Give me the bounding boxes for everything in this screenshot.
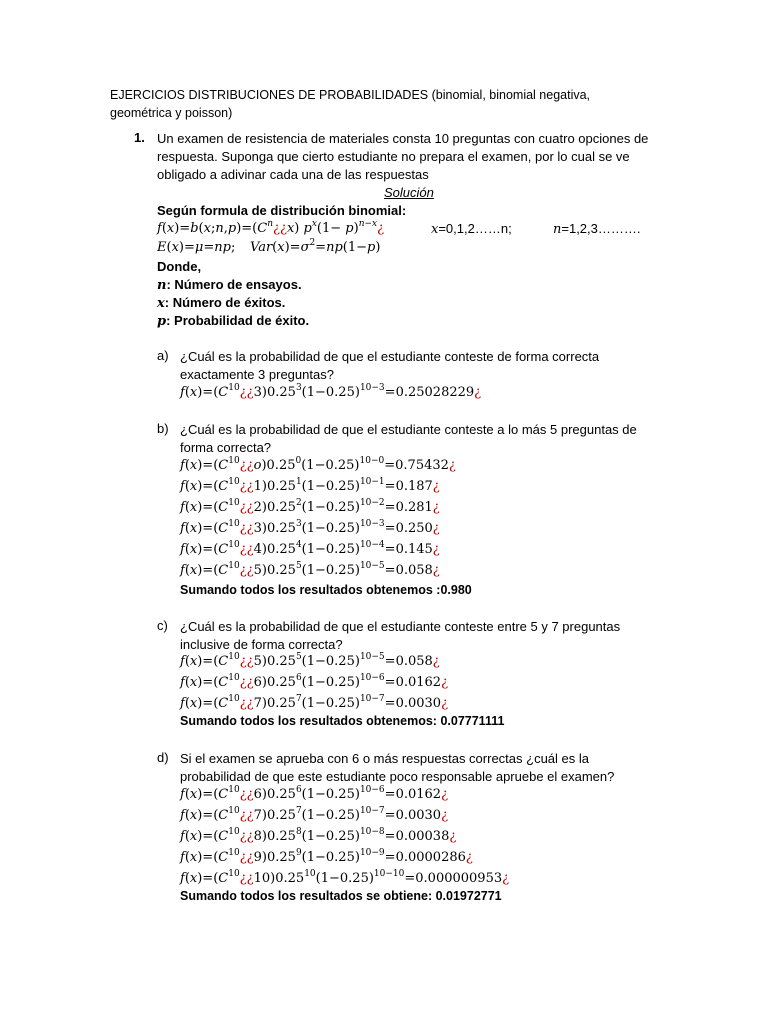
part-d-eq-9: $f(x)=(C^{10}¿¿9)0.25^9(1-0.25)^{10-9}=0.0000286¿$ (180, 848, 473, 865)
part-a-question: ¿Cuál es la probabilidad de que el estudiante conteste de forma correcta exactamente 3 preguntas? (180, 349, 600, 382)
part-d-question: Si el examen se aprueba con 6 o más respuestas correctas ¿cuál es la probabilidad de que este estudiante poco responsable apruebe el examen? (180, 751, 615, 784)
part-b-eq-0: $f(x)=(C^{10}¿¿o)0.25^0(1-0.25)^{10-0}=0.75432¿$ (180, 456, 456, 473)
part-b-eq-3: $f(x)=(C^{10}¿¿3)0.25^3(1-0.25)^{10-3}=0.250¿$ (180, 519, 440, 536)
mean-formula: E(x)=μ=np; (157, 240, 236, 255)
binomial-formula: $f(x)=b(x;n,p)=(C^n¿¿x)$ $p^x(1-$ $p)^{n-x}¿$ (157, 219, 385, 236)
document-title (110, 86, 655, 122)
def-n: n: Número de ensayos. (157, 277, 302, 293)
title-main: EJERCICIOS DISTRIBUCIONES DE PROBABILIDADES (110, 88, 429, 102)
part-c-eq-5: $f(x)=(C^{10}¿¿5)0.25^5(1-0.25)^{10-5}=0.058¿$ (180, 652, 440, 669)
def-x: x: Número de éxitos. (157, 295, 286, 311)
part-d-label: d) (157, 750, 169, 765)
variance-formula: $Var(x)=\sigma^2=np(1-p)$ (250, 238, 381, 255)
part-c-eq-7: $f(x)=(C^{10}¿¿7)0.25^7(1-0.25)^{10-7}=0.0030¿$ (180, 694, 449, 711)
n-range: n=1,2,3………. (553, 221, 641, 237)
def-p: p: Probabilidad de éxito. (157, 313, 310, 329)
part-b-question: ¿Cuál es la probabilidad de que el estudiante conteste a lo más 5 preguntas de forma correcta? (180, 422, 637, 455)
part-b-sum: Sumando todos los resultados obtenemos :0.980 (180, 583, 472, 597)
formula-heading: Según formula de distribución binomial: (157, 203, 407, 218)
part-d-sum: Sumando todos los resultados se obtiene: 0.01972771 (180, 889, 502, 903)
part-d-eq-8: $f(x)=(C^{10}¿¿8)0.25^8(1-0.25)^{10-8}=0.00038¿$ (180, 827, 457, 844)
where-label: Donde, (157, 259, 202, 274)
problem-statement: Un examen de resistencia de materiales consta 10 preguntas con cuatro opciones de respuesta. Suponga que cierto estudiante no prepara el examen, por lo cual se ve obligado a adivinar cada una de las respuestas (157, 131, 649, 182)
part-d-eq-10: $f(x)=(C^{10}¿¿10)0.25^{10}(1-0.25)^{10-10}=0.000000953¿$ (180, 869, 510, 886)
part-a-label: a) (157, 348, 169, 363)
part-d-eq-7: $f(x)=(C^{10}¿¿7)0.25^7(1-0.25)^{10-7}=0.0030¿$ (180, 806, 449, 823)
part-b-eq-5: $f(x)=(C^{10}¿¿5)0.25^5(1-0.25)^{10-5}=0.058¿$ (180, 561, 440, 578)
part-c-question: ¿Cuál es la probabilidad de que el estudiante conteste entre 5 y 7 preguntas inclusive de forma correcta? (180, 619, 621, 652)
solution-heading: Solución (384, 185, 434, 200)
part-b-eq-1: $f(x)=(C^{10}¿¿1)0.25^1(1-0.25)^{10-1}=0.187¿$ (180, 477, 440, 494)
part-c-label: c) (157, 618, 168, 633)
part-b-label: b) (157, 421, 169, 436)
part-c-eq-6: $f(x)=(C^{10}¿¿6)0.25^6(1-0.25)^{10-6}=0.0162¿$ (180, 673, 449, 690)
part-b-eq-4: $f(x)=(C^{10}¿¿4)0.25^4(1-0.25)^{10-4}=0.145¿$ (180, 540, 440, 557)
part-c-sum: Sumando todos los resultados obtenemos: 0.07771111 (180, 714, 505, 728)
part-b-eq-2: $f(x)=(C^{10}¿¿2)0.25^2(1-0.25)^{10-2}=0.281¿$ (180, 498, 440, 515)
part-d-eq-6: $f(x)=(C^{10}¿¿6)0.25^6(1-0.25)^{10-6}=0.0162¿$ (180, 785, 449, 802)
x-range: x=0,1,2……n; (431, 221, 512, 237)
part-a-equation: $f(x)=(C^{10}¿¿3)0.25^3(1-0.25)^{10-3}=0.25028229¿$ (180, 383, 482, 400)
problem-number: 1. (134, 130, 145, 145)
title-detail: (binomial, binomial negativa, geométrica y poisson) (110, 88, 591, 120)
